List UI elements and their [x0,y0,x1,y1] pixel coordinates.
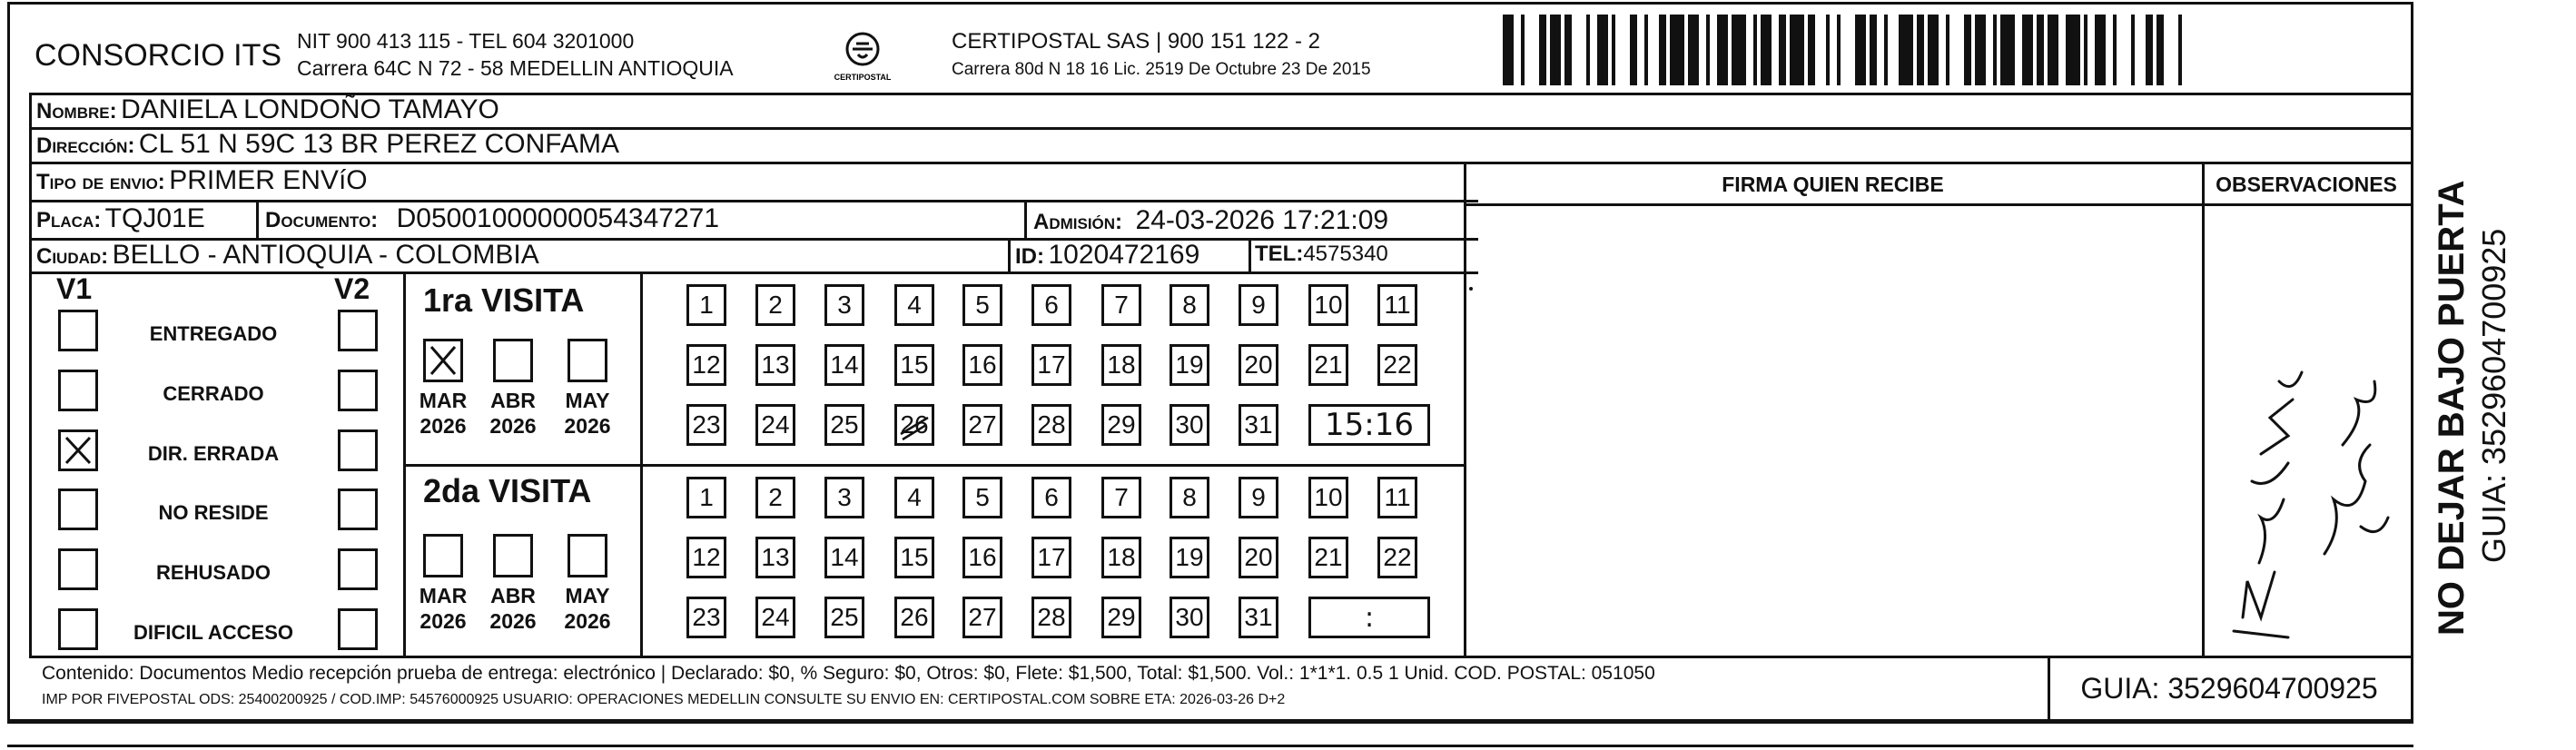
tipo-value: PRIMER ENVíO [169,165,368,195]
day-number: 11 [1384,291,1411,319]
v1-checkbox[interactable] [58,310,98,351]
ciudad-label: Ciudad: [36,244,109,269]
v1-checkbox[interactable] [58,608,98,650]
observation-handwriting [2206,345,2406,645]
first-visit-day-box[interactable] [1239,404,1278,446]
second-visit-day-box[interactable] [962,537,1002,578]
barcode-bar [1964,15,1971,85]
first-visit-day-box[interactable] [962,344,1002,386]
barcode-bar [1550,15,1561,85]
first-visit-day-box[interactable] [686,344,726,386]
day-number: 5 [975,483,990,511]
day-number: 28 [1037,410,1066,439]
firma-divider [1464,162,1466,656]
second-visit-day-box[interactable] [824,597,864,638]
day-number: 1 [699,291,714,319]
second-visit-day-box[interactable] [1170,537,1209,578]
day-number: 10 [1314,291,1343,319]
barcode-bar [2113,15,2117,85]
bottom-border [7,719,2413,724]
admision-row [1033,205,1388,236]
second-visit-day-box[interactable] [1101,597,1141,638]
second-visit-month-checkbox[interactable] [423,534,463,577]
barcode [1503,0,2184,91]
day-number: 22 [1383,350,1412,379]
first-visit-day-box[interactable] [1170,404,1209,446]
day-number: 13 [761,350,790,379]
second-visit-year-label: 2026 [564,609,611,633]
second-visit-month-label: MAR [419,584,468,607]
day-number: 31 [1244,603,1273,631]
table-left-border [29,93,32,656]
first-visit-day-box[interactable] [1170,284,1209,326]
day-number: 25 [830,410,859,439]
second-visit-day-box[interactable] [686,537,726,578]
second-visit-month-label: ABR [490,584,536,607]
first-visit-day-box[interactable] [1308,284,1348,326]
day-number: 23 [692,603,721,631]
day-number: 12 [692,543,721,571]
day-number: 21 [1314,350,1343,379]
documento-label: Documento: [265,208,379,232]
day-number: 4 [907,291,922,319]
day-number: 8 [1182,483,1197,511]
day-number: 1 [699,483,714,511]
row-line-3 [29,162,2412,164]
first-visit-day-box[interactable] [686,284,726,326]
id-divider [1008,238,1011,271]
first-visit-month-label: ABR [490,389,536,412]
day-number: 27 [968,603,997,631]
first-visit-year-label: 2026 [564,414,611,438]
day-number: 26 [900,603,929,631]
second-visit-day-box[interactable] [1377,477,1417,518]
first-visit-day-box[interactable] [755,344,795,386]
day-number: 20 [1244,543,1273,571]
second-visit-month-checkbox[interactable] [568,534,607,577]
first-visit-day-box[interactable] [894,284,934,326]
v1-header: V1 [56,272,93,305]
second-visit-day-box[interactable] [755,537,795,578]
day-number: 3 [837,483,852,511]
second-visit-day-box[interactable] [1239,537,1278,578]
day-number: 25 [830,603,859,631]
v2-checkbox[interactable] [338,488,378,530]
footer-guia: GUIA: 3529604700925 [2080,672,2378,705]
first-visit-month-checkbox[interactable] [493,339,533,382]
barcode-bar [1732,15,1746,85]
documento-value: D05001000000054347271 [396,203,719,233]
first-visit-day-box[interactable] [1101,344,1141,386]
day-number: 21 [1314,543,1343,571]
day-number: 14 [830,543,859,571]
first-visit-day-box[interactable] [824,344,864,386]
first-visit-month-label: MAR [419,389,468,412]
tel-value: 4575340 [1303,242,1388,266]
day-number: 20 [1244,350,1273,379]
placa-divider [256,200,259,238]
day-number: 19 [1175,350,1204,379]
first-visit-day-box[interactable] [1031,344,1071,386]
second-visit-day-box[interactable] [1101,477,1141,518]
first-visit-day-box[interactable] [894,344,934,386]
barcode-bar [1899,15,1913,85]
day-number: 30 [1175,410,1204,439]
nombre-value: DANIELA LONDOÑO TAMAYO [121,94,499,124]
barcode-bar [1670,15,1684,85]
barcode-bar [2000,15,2015,85]
first-visit-day-box[interactable] [894,404,934,446]
barcode-bar [1855,15,1866,85]
certipostal-line2: Carrera 80d N 18 16 Lic. 2519 De Octubre 23 De 2015 [952,60,1371,79]
ciudad-row [36,240,539,271]
barcode-bar [1884,15,1888,85]
tel-divider [1249,238,1251,271]
certipostal-logo [831,29,894,84]
barcode-bar [1928,15,1939,85]
v2-checkbox[interactable] [338,370,378,411]
barcode-bar [1975,15,1986,85]
barcode-bar [1612,15,1615,85]
barcode-bar [1503,15,1514,85]
nombre-label: Nombre: [36,99,117,123]
second-visit-day-box[interactable] [1170,477,1209,518]
day-number: 10 [1314,483,1343,511]
second-visit-day-box[interactable] [686,597,726,638]
barcode-bar [2084,15,2087,85]
barcode-bar [1993,15,1997,85]
direccion-value: CL 51 N 59C 13 BR PEREZ CONFAMA [138,129,619,159]
second-visit-day-box[interactable] [824,537,864,578]
day-number: 15 [900,543,929,571]
status-label: ENTREGADO [149,322,278,345]
first-visit-month-checkbox[interactable] [423,339,463,382]
second-visit-day-box[interactable] [894,537,934,578]
barcode-bar [2157,15,2164,85]
tipo-label: Tipo de envio: [36,170,165,194]
day-number: 9 [1251,291,1266,319]
first-visit-day-box[interactable] [1101,404,1141,446]
placa-value: TQJ01E [104,203,205,233]
barcode-bar [1870,15,1877,85]
tipo-row [36,165,368,196]
barcode-bar [1597,15,1608,85]
day-number: 9 [1251,483,1266,511]
second-visit-day-box[interactable] [1308,537,1348,578]
day-number: 27 [968,410,997,439]
visit-divider [403,464,1464,467]
barcode-bar [1659,15,1666,85]
v2-checkbox[interactable] [338,548,378,590]
row-line-4 [29,200,1478,202]
first-visit-month-label: MAY [565,389,610,412]
barcode-bar [1717,15,1728,85]
left-border [7,2,10,722]
second-visit-time: : [1364,601,1375,634]
day-number: 16 [968,543,997,571]
barcode-bar [2095,15,2106,85]
first-visit-day-box[interactable] [824,284,864,326]
status-label: DIR. ERRADA [147,442,280,465]
documento-row [265,203,719,234]
day-number: 2 [768,291,783,319]
second-visit-day-box[interactable] [894,597,934,638]
v1-checkbox[interactable] [58,370,98,411]
first-visit-year-label: 2026 [489,414,537,438]
v1-checkbox[interactable] [58,429,98,471]
barcode-bar [1826,15,1830,85]
first-visit-month-checkbox[interactable] [568,339,607,382]
second-visit-day-box[interactable] [1239,477,1278,518]
first-visit-year-label: 2026 [419,414,467,438]
id-value: 1020472169 [1048,240,1200,270]
barcode-bar [1946,15,1949,85]
barcode-bar [1586,15,1590,85]
v2-checkbox[interactable] [338,310,378,351]
first-visit-day-box[interactable] [1308,344,1348,386]
second-visit-day-box[interactable] [1170,597,1209,638]
day-number: 6 [1044,291,1059,319]
footer-line1: Contenido: Documentos Medio recepción prueba de entrega: electrónico | Declarado: $0, % Seguro: $0, Otros: $0, Flete: $1,500, Total: $1,500. Vol.: 1*1*1. 0.5 1 Unid. COD. POSTAL: 051050 [42,663,1655,684]
side-guia: GUIA: 3529604700925 [2475,228,2512,563]
company-name: CONSORCIO ITS [35,38,282,73]
direccion-row [36,129,619,160]
first-visit-time-box[interactable] [1308,404,1430,446]
barcode-bar [1539,15,1546,85]
second-visit-day-box[interactable] [1239,597,1278,638]
day-number: 30 [1175,603,1204,631]
status-label: CERRADO [163,382,264,405]
first-visit-day-box[interactable] [1101,284,1141,326]
day-number: 4 [907,483,922,511]
second-visit-day-box[interactable] [1377,537,1417,578]
status-label: DIFICIL ACCESO [133,621,293,644]
barcode-bar [1521,15,1525,85]
label-right-border [2411,93,2413,656]
nombre-row [36,94,499,125]
footer-line2: IMP POR FIVEPOSTAL ODS: 25400200925 / COD.IMP: 54576000925 USUARIO: OPERACIONES MEDELLIN CONSULTE SU ENVIO EN: CERTIPOSTAL.COM SOBRE ETA: 2026-03-26 D+2 [42,692,1286,707]
day-number: 22 [1383,543,1412,571]
placa-row [36,203,205,234]
v1-checkbox[interactable] [58,488,98,530]
logo-text: CERTIPOSTAL [834,73,892,82]
day-number: 18 [1107,350,1136,379]
first-visit-time: 15:16 [1325,407,1414,443]
status-label: REHUSADO [156,561,271,584]
barcode-bar [1761,15,1772,85]
v2-checkbox[interactable] [338,429,378,471]
day-number: 7 [1114,483,1129,511]
barcode-bar [1644,15,1648,85]
barcode-bar [1917,15,1924,85]
bottom-outer-line [7,745,2413,747]
second-visit-day-box[interactable] [962,597,1002,638]
day-number: 17 [1037,350,1066,379]
barcode-bar [1837,15,1841,85]
admision-value: 24-03-2026 17:21:09 [1135,205,1389,235]
day-number: 29 [1107,410,1136,439]
first-visit-day-box[interactable] [1239,344,1278,386]
second-visit-day-box[interactable] [755,597,795,638]
barcode-bar [2178,15,2182,85]
first-visit-day-box[interactable] [1031,284,1071,326]
id-label: ID: [1015,244,1044,269]
firma-header-line [1464,203,2412,206]
day-number: 7 [1114,291,1129,319]
first-visit-day-box[interactable] [686,404,726,446]
second-visit-day-box[interactable] [1308,477,1348,518]
first-visit-day-box[interactable] [1031,404,1071,446]
day-number: 12 [692,350,721,379]
company-address: Carrera 64C N 72 - 58 MEDELLIN ANTIOQUIA [297,56,734,80]
certipostal-line1: CERTIPOSTAL SAS | 900 151 122 - 2 [952,29,1320,54]
day-strike-mark [897,407,932,443]
first-visit-day-box[interactable] [755,404,795,446]
second-visit-year-label: 2026 [489,609,537,633]
status-label: NO RESIDE [158,501,269,524]
second-visit-month-checkbox[interactable] [493,534,533,577]
company-nit-tel: NIT 900 413 115 - TEL 604 3201000 [297,29,635,53]
row-line-6 [29,271,1478,274]
firma-dot [1469,287,1473,291]
first-visit-day-box[interactable] [1377,284,1417,326]
day-number: 18 [1107,543,1136,571]
day-number: 16 [968,350,997,379]
barcode-bar [1779,15,1786,85]
day-number: 2 [768,483,783,511]
day-number: 13 [761,543,790,571]
day-number: 17 [1037,543,1066,571]
second-visit-month-label: MAY [565,584,610,607]
second-visit-time-box[interactable] [1308,597,1430,638]
day-number: 19 [1175,543,1204,571]
barcode-bar [2066,15,2080,85]
firma-header: FIRMA QUIEN RECIBE [1722,173,1944,196]
barcode-bar [2037,15,2044,85]
second-visit-year-label: 2026 [419,609,467,633]
day-number: 24 [761,603,790,631]
day-number: 11 [1384,483,1411,511]
first-visit-title: 1ra VISITA [423,281,585,319]
barcode-bar [1630,15,1637,85]
second-visit-day-box[interactable] [1101,537,1141,578]
barcode-bar [2022,15,2033,85]
v1-checkbox[interactable] [58,548,98,590]
barcode-bar [1753,15,1757,85]
day-number: 28 [1037,603,1066,631]
barcode-bar [2048,15,2058,85]
barcode-bar [2146,15,2153,85]
day-number: 29 [1107,603,1136,631]
tel-label: TEL: [1255,242,1304,266]
day-number: 31 [1244,410,1273,439]
day-number: 3 [837,291,852,319]
second-visit-day-box[interactable] [755,477,795,518]
direccion-label: Dirección: [36,133,135,158]
second-visit-day-box[interactable] [1031,477,1071,518]
barcode-bar [1564,15,1572,85]
day-number: 24 [761,410,790,439]
second-visit-day-box[interactable] [894,477,934,518]
id-row [1015,240,1199,271]
first-visit-day-box[interactable] [962,404,1002,446]
admision-label: Admisión: [1033,210,1123,234]
obs-divider [2202,162,2205,656]
second-visit-day-box[interactable] [962,477,1002,518]
second-visit-day-box[interactable] [686,477,726,518]
barcode-bar [1706,15,1710,85]
footer-top-line [29,656,2412,658]
second-visit-day-box[interactable] [824,477,864,518]
day-number: 5 [975,291,990,319]
documento-divider [1024,200,1027,238]
day-number: 23 [692,410,721,439]
second-visit-day-box[interactable] [1031,597,1071,638]
first-visit-day-box[interactable] [1239,284,1278,326]
first-visit-day-box[interactable] [824,404,864,446]
tel-row [1255,242,1388,267]
day-number: 26 [900,410,929,439]
first-visit-day-box[interactable] [1170,344,1209,386]
second-visit-title: 2da VISITA [423,472,592,509]
v2-header: V2 [334,272,370,305]
day-number: 6 [1044,483,1059,511]
first-visit-day-box[interactable] [755,284,795,326]
v2-checkbox[interactable] [338,608,378,650]
barcode-bar [2131,15,2135,85]
day-number: 14 [830,350,859,379]
observaciones-header: OBSERVACIONES [2216,173,2397,196]
no-dejar-bajo-puerta: NO DEJAR BAJO PUERTA [2432,180,2472,636]
ciudad-value: BELLO - ANTIOQUIA - COLOMBIA [112,240,539,270]
first-visit-day-box[interactable] [1377,344,1417,386]
first-visit-day-box[interactable] [962,284,1002,326]
barcode-bar [1808,15,1815,85]
day-number: 15 [900,350,929,379]
second-visit-day-box[interactable] [1031,537,1071,578]
day-number: 8 [1182,291,1197,319]
barcode-bar [1790,15,1804,85]
placa-label: Placa: [36,208,102,232]
barcode-bar [1688,15,1699,85]
